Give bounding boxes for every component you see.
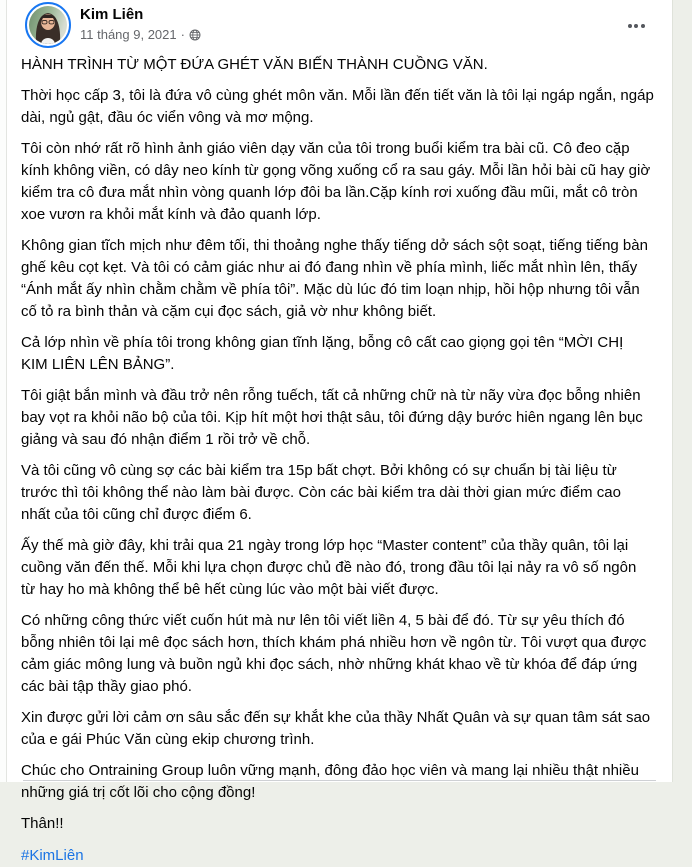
post-header <box>7 0 672 52</box>
post-timestamp[interactable]: 11 tháng 9, 2021 <box>80 27 177 42</box>
post-paragraph: Ấy thế mà giờ đây, khi trải qua 21 ngày trong lớp học “Master content” của thầy quân, tôi lại cuồng văn đến thế. Mỗi khi lựa chọn được chủ đề nào đó, trong đầu tôi lại nảy ra vô số ngôn từ hay ho mà không thể bê hết cùng lúc vào một bài viết được. <box>21 537 637 598</box>
post-card <box>6 0 673 864</box>
post-paragraph: Tôi giật bắn mình và đầu trở nên rỗng tuếch, tất cả những chữ nà từ nãy vừa đọc bỗng nhiên bay vọt ra khỏi não bộ của tôi. Kịp hít một hơi thật sâu, tôi đứng dậy bước hiên ngang lên bục giảng và sau đó nhận điểm 1 rồi trở về chỗ. <box>21 387 643 448</box>
post-paragraph: Không gian tĩch mịch như đêm tối, thi thoảng nghe thấy tiếng dở sách sột soạt, tiếng tiếng bàn ghế kêu cọt kẹt. Và tôi có cảm giác như ai đó đang nhìn về phía mình, liếc mắt nhìn lên, thấy “Ánh mắt ấy nhìn chằm chằm về phía tôi”. Mặc dù lúc đó tim loạn nhịp, hồi hộp nhưng tôi vẫn cố tỏ ra bình thản và cặm cụi đọc sách, giả vờ như không biết. <box>21 237 648 320</box>
post-paragraph: Xin được gửi lời cảm ơn sâu sắc đến sự khắt khe của thầy Nhất Quân và sự quan tâm sát sao của e gái Phúc Văn cùng ekip chương trình. <box>21 709 651 748</box>
more-options-button[interactable] <box>620 14 652 38</box>
post-paragraph: Và tôi cũng vô cùng sợ các bài kiểm tra 15p bất chợt. Bởi không có sự chuẩn bị tài liệu từ trước thì tôi không thể nào làm bài được. Còn các bài kiểm tra dài thời gian mức điểm cao nhất của tôi cũng chỉ được điểm 6. <box>21 462 621 523</box>
timestamp-separator: · <box>180 27 185 42</box>
post-paragraph: Có những công thức viết cuốn hút mà nư lên tôi viết liền 4, 5 bài để đó. Từ sự yêu thích đó bỗng nhiên tôi lại mê đọc sách hơn, thích khám phá nhiều hơn về ngôn từ. Tôi vượt qua được cảm giác mông lung và buồn ngủ khi đọc sách, nhờ những khát khao về từ khóa để đáp ứng các bài tập thầy giao phó. <box>21 612 647 695</box>
post-footer-divider <box>23 780 656 781</box>
hashtag-link[interactable]: #KimLiên <box>21 847 84 864</box>
globe-icon <box>189 29 201 41</box>
post-paragraph: Thân!! <box>21 815 64 832</box>
post-body <box>7 52 672 867</box>
post-paragraph: Cả lớp nhìn về phía tôi trong không gian tĩnh lặng, bỗng cô cất cao giọng gọi tên “MỜI CHỊ KIM LIÊN LÊN BẢNG”. <box>21 334 624 373</box>
avatar-photo <box>29 6 67 44</box>
avatar[interactable] <box>25 2 71 48</box>
more-options-icon <box>628 24 632 28</box>
post-paragraph: Thời học cấp 3, tôi là đứa vô cùng ghét môn văn. Mỗi lần đến tiết văn là tôi lại ngáp ngắn, ngáp dài, ngủ gật, đầu óc viển vông và mơ mộng. <box>21 87 654 126</box>
timestamp-row <box>80 27 201 43</box>
header-meta <box>80 2 201 43</box>
author-name[interactable]: Kim Liên <box>80 6 144 23</box>
post-paragraph: Tôi còn nhớ rất rõ hình ảnh giáo viên dạy văn của tôi trong buổi kiểm tra bài cũ. Cô đeo cặp kính không viền, có dây neo kính từ gọng võng xuống cổ ra sau gáy. Mỗi lần hỏi bài cũ hay giờ kiểm tra cô đưa mắt nhìn vòng quanh lớp đôi ba lần.Cặp kính rơi xuống đầu mũi, mắt cô tròn xoe vươn ra khỏi mắt kính và đảo quanh lớp. <box>21 140 651 223</box>
post-paragraph: HÀNH TRÌNH TỪ MỘT ĐỨA GHÉT VĂN BIẾN THÀNH CUỒNG VĂN. <box>21 56 488 73</box>
post-paragraph: Chúc cho Ontraining Group luôn vững mạnh, đông đảo học viên và mang lại nhiều thật nhiều những giá trị cốt lõi cho cộng đồng! <box>21 762 639 801</box>
